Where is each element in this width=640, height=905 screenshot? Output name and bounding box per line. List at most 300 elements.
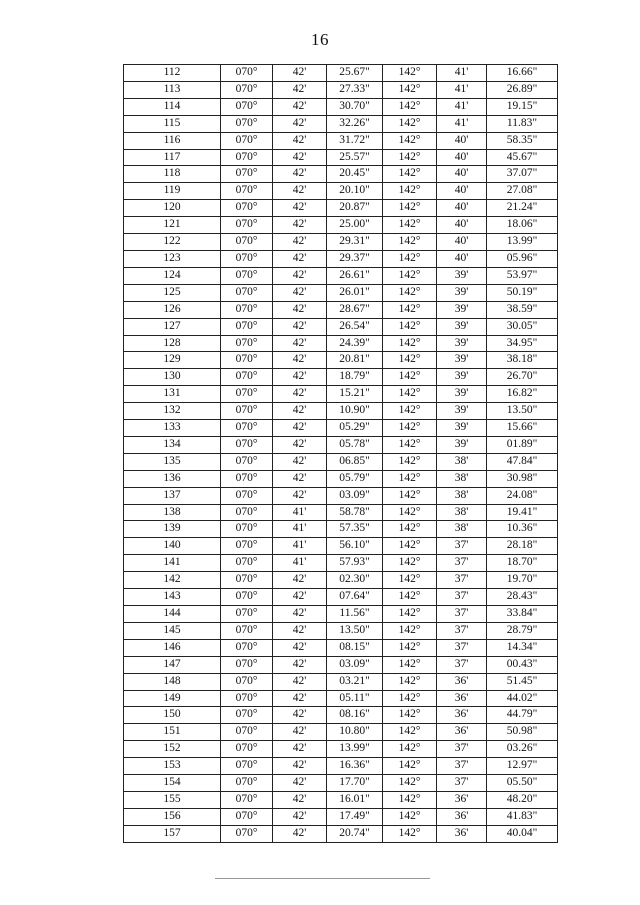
point-number-cell: 155 bbox=[124, 791, 221, 808]
lon-seconds-cell: 34.95" bbox=[487, 335, 558, 352]
lon-degrees-cell: 142° bbox=[383, 115, 437, 132]
table-row bbox=[124, 132, 558, 149]
lat-degrees-cell: 070° bbox=[221, 436, 273, 453]
lon-minutes-cell: 39' bbox=[437, 352, 487, 369]
lat-minutes-cell: 42' bbox=[273, 115, 327, 132]
lat-seconds-cell: 06.85" bbox=[327, 453, 383, 470]
lat-minutes-cell: 41' bbox=[273, 521, 327, 538]
point-number-cell: 137 bbox=[124, 487, 221, 504]
lat-minutes-cell: 42' bbox=[273, 791, 327, 808]
lat-minutes-cell: 42' bbox=[273, 606, 327, 623]
lat-minutes-cell: 42' bbox=[273, 639, 327, 656]
lat-seconds-cell: 03.09" bbox=[327, 656, 383, 673]
lon-minutes-cell: 40' bbox=[437, 132, 487, 149]
lon-minutes-cell: 37' bbox=[437, 639, 487, 656]
lat-minutes-cell: 42' bbox=[273, 284, 327, 301]
table-row bbox=[124, 808, 558, 825]
lat-degrees-cell: 070° bbox=[221, 81, 273, 98]
lon-degrees-cell: 142° bbox=[383, 250, 437, 267]
lon-degrees-cell: 142° bbox=[383, 825, 437, 842]
lat-degrees-cell: 070° bbox=[221, 538, 273, 555]
lon-seconds-cell: 50.98" bbox=[487, 724, 558, 741]
lat-minutes-cell: 42' bbox=[273, 65, 327, 82]
lon-minutes-cell: 41' bbox=[437, 65, 487, 82]
lon-minutes-cell: 37' bbox=[437, 656, 487, 673]
lon-minutes-cell: 37' bbox=[437, 606, 487, 623]
lon-minutes-cell: 36' bbox=[437, 707, 487, 724]
lat-minutes-cell: 42' bbox=[273, 352, 327, 369]
point-number-cell: 134 bbox=[124, 436, 221, 453]
lat-seconds-cell: 30.70" bbox=[327, 98, 383, 115]
table-row bbox=[124, 555, 558, 572]
lon-minutes-cell: 37' bbox=[437, 622, 487, 639]
lon-minutes-cell: 40' bbox=[437, 183, 487, 200]
lon-degrees-cell: 142° bbox=[383, 775, 437, 792]
lat-degrees-cell: 070° bbox=[221, 200, 273, 217]
lat-seconds-cell: 20.81" bbox=[327, 352, 383, 369]
lon-minutes-cell: 40' bbox=[437, 166, 487, 183]
lat-seconds-cell: 16.01" bbox=[327, 791, 383, 808]
table-row bbox=[124, 639, 558, 656]
lon-seconds-cell: 51.45" bbox=[487, 673, 558, 690]
lat-seconds-cell: 31.72" bbox=[327, 132, 383, 149]
lon-seconds-cell: 28.79" bbox=[487, 622, 558, 639]
table-row bbox=[124, 234, 558, 251]
lon-minutes-cell: 39' bbox=[437, 267, 487, 284]
table-row bbox=[124, 707, 558, 724]
lon-degrees-cell: 142° bbox=[383, 267, 437, 284]
lon-degrees-cell: 142° bbox=[383, 403, 437, 420]
lon-minutes-cell: 39' bbox=[437, 403, 487, 420]
lon-minutes-cell: 36' bbox=[437, 791, 487, 808]
lon-seconds-cell: 03.26" bbox=[487, 741, 558, 758]
footer-rule bbox=[215, 878, 430, 879]
lon-degrees-cell: 142° bbox=[383, 487, 437, 504]
lat-seconds-cell: 10.80" bbox=[327, 724, 383, 741]
lat-seconds-cell: 05.79" bbox=[327, 470, 383, 487]
table-row bbox=[124, 369, 558, 386]
lon-degrees-cell: 142° bbox=[383, 690, 437, 707]
table-row bbox=[124, 81, 558, 98]
point-number-cell: 151 bbox=[124, 724, 221, 741]
lat-degrees-cell: 070° bbox=[221, 487, 273, 504]
lat-seconds-cell: 05.11" bbox=[327, 690, 383, 707]
lat-seconds-cell: 08.15" bbox=[327, 639, 383, 656]
lat-degrees-cell: 070° bbox=[221, 318, 273, 335]
table-row bbox=[124, 724, 558, 741]
point-number-cell: 138 bbox=[124, 504, 221, 521]
lat-seconds-cell: 29.37" bbox=[327, 250, 383, 267]
table-row bbox=[124, 284, 558, 301]
lat-seconds-cell: 26.61" bbox=[327, 267, 383, 284]
lat-minutes-cell: 41' bbox=[273, 538, 327, 555]
point-number-cell: 133 bbox=[124, 420, 221, 437]
lat-degrees-cell: 070° bbox=[221, 234, 273, 251]
point-number-cell: 129 bbox=[124, 352, 221, 369]
lon-degrees-cell: 142° bbox=[383, 538, 437, 555]
lat-seconds-cell: 32.26" bbox=[327, 115, 383, 132]
lon-minutes-cell: 39' bbox=[437, 436, 487, 453]
lat-degrees-cell: 070° bbox=[221, 166, 273, 183]
lon-minutes-cell: 37' bbox=[437, 775, 487, 792]
lat-degrees-cell: 070° bbox=[221, 656, 273, 673]
lon-minutes-cell: 36' bbox=[437, 673, 487, 690]
lon-seconds-cell: 05.96" bbox=[487, 250, 558, 267]
point-number-cell: 136 bbox=[124, 470, 221, 487]
lat-degrees-cell: 070° bbox=[221, 572, 273, 589]
lat-minutes-cell: 42' bbox=[273, 267, 327, 284]
lat-minutes-cell: 42' bbox=[273, 386, 327, 403]
lat-minutes-cell: 42' bbox=[273, 403, 327, 420]
lat-degrees-cell: 070° bbox=[221, 250, 273, 267]
lon-seconds-cell: 33.84" bbox=[487, 606, 558, 623]
lat-minutes-cell: 42' bbox=[273, 98, 327, 115]
lon-seconds-cell: 16.82" bbox=[487, 386, 558, 403]
lon-seconds-cell: 30.98" bbox=[487, 470, 558, 487]
lat-seconds-cell: 13.50" bbox=[327, 622, 383, 639]
lon-minutes-cell: 37' bbox=[437, 555, 487, 572]
lat-seconds-cell: 24.39" bbox=[327, 335, 383, 352]
lon-degrees-cell: 142° bbox=[383, 606, 437, 623]
point-number-cell: 141 bbox=[124, 555, 221, 572]
point-number-cell: 145 bbox=[124, 622, 221, 639]
lat-degrees-cell: 070° bbox=[221, 470, 273, 487]
lat-degrees-cell: 070° bbox=[221, 149, 273, 166]
table-row bbox=[124, 470, 558, 487]
lat-degrees-cell: 070° bbox=[221, 606, 273, 623]
lat-seconds-cell: 58.78" bbox=[327, 504, 383, 521]
lon-degrees-cell: 142° bbox=[383, 436, 437, 453]
lat-seconds-cell: 26.01" bbox=[327, 284, 383, 301]
lon-degrees-cell: 142° bbox=[383, 639, 437, 656]
lon-minutes-cell: 37' bbox=[437, 538, 487, 555]
table-row bbox=[124, 250, 558, 267]
table-row bbox=[124, 521, 558, 538]
table-row bbox=[124, 825, 558, 842]
lon-seconds-cell: 53.97" bbox=[487, 267, 558, 284]
lon-degrees-cell: 142° bbox=[383, 622, 437, 639]
lon-seconds-cell: 16.66" bbox=[487, 65, 558, 82]
point-number-cell: 126 bbox=[124, 301, 221, 318]
lat-degrees-cell: 070° bbox=[221, 301, 273, 318]
lat-seconds-cell: 26.54" bbox=[327, 318, 383, 335]
lon-minutes-cell: 40' bbox=[437, 217, 487, 234]
lon-seconds-cell: 47.84" bbox=[487, 453, 558, 470]
point-number-cell: 122 bbox=[124, 234, 221, 251]
lon-minutes-cell: 39' bbox=[437, 318, 487, 335]
lon-minutes-cell: 36' bbox=[437, 724, 487, 741]
lon-minutes-cell: 37' bbox=[437, 741, 487, 758]
point-number-cell: 150 bbox=[124, 707, 221, 724]
lat-degrees-cell: 070° bbox=[221, 639, 273, 656]
lat-minutes-cell: 42' bbox=[273, 758, 327, 775]
table-row bbox=[124, 622, 558, 639]
point-number-cell: 131 bbox=[124, 386, 221, 403]
point-number-cell: 140 bbox=[124, 538, 221, 555]
table-row bbox=[124, 200, 558, 217]
lon-minutes-cell: 37' bbox=[437, 758, 487, 775]
point-number-cell: 113 bbox=[124, 81, 221, 98]
lon-seconds-cell: 12.97" bbox=[487, 758, 558, 775]
lon-degrees-cell: 142° bbox=[383, 758, 437, 775]
lat-minutes-cell: 42' bbox=[273, 724, 327, 741]
lat-seconds-cell: 25.57" bbox=[327, 149, 383, 166]
lat-degrees-cell: 070° bbox=[221, 284, 273, 301]
point-number-cell: 144 bbox=[124, 606, 221, 623]
lon-minutes-cell: 39' bbox=[437, 301, 487, 318]
lon-minutes-cell: 39' bbox=[437, 386, 487, 403]
table-row bbox=[124, 98, 558, 115]
point-number-cell: 117 bbox=[124, 149, 221, 166]
lon-seconds-cell: 44.79" bbox=[487, 707, 558, 724]
lon-degrees-cell: 142° bbox=[383, 301, 437, 318]
lat-degrees-cell: 070° bbox=[221, 352, 273, 369]
lon-degrees-cell: 142° bbox=[383, 369, 437, 386]
point-number-cell: 124 bbox=[124, 267, 221, 284]
lat-minutes-cell: 42' bbox=[273, 200, 327, 217]
lon-minutes-cell: 38' bbox=[437, 521, 487, 538]
lon-minutes-cell: 38' bbox=[437, 453, 487, 470]
lat-seconds-cell: 07.64" bbox=[327, 589, 383, 606]
lon-degrees-cell: 142° bbox=[383, 572, 437, 589]
lon-minutes-cell: 41' bbox=[437, 81, 487, 98]
lat-degrees-cell: 070° bbox=[221, 217, 273, 234]
lat-seconds-cell: 27.33" bbox=[327, 81, 383, 98]
lat-degrees-cell: 070° bbox=[221, 622, 273, 639]
table-row bbox=[124, 572, 558, 589]
lon-degrees-cell: 142° bbox=[383, 81, 437, 98]
lon-seconds-cell: 38.59" bbox=[487, 301, 558, 318]
lat-degrees-cell: 070° bbox=[221, 791, 273, 808]
lon-minutes-cell: 41' bbox=[437, 98, 487, 115]
table-row bbox=[124, 149, 558, 166]
lon-seconds-cell: 01.89" bbox=[487, 436, 558, 453]
lon-degrees-cell: 142° bbox=[383, 521, 437, 538]
lon-degrees-cell: 142° bbox=[383, 166, 437, 183]
lon-seconds-cell: 10.36" bbox=[487, 521, 558, 538]
lon-seconds-cell: 28.18" bbox=[487, 538, 558, 555]
lat-degrees-cell: 070° bbox=[221, 504, 273, 521]
lon-minutes-cell: 36' bbox=[437, 690, 487, 707]
lat-seconds-cell: 05.29" bbox=[327, 420, 383, 437]
table-row bbox=[124, 335, 558, 352]
point-number-cell: 152 bbox=[124, 741, 221, 758]
point-number-cell: 149 bbox=[124, 690, 221, 707]
lat-degrees-cell: 070° bbox=[221, 741, 273, 758]
point-number-cell: 116 bbox=[124, 132, 221, 149]
point-number-cell: 127 bbox=[124, 318, 221, 335]
lon-seconds-cell: 15.66" bbox=[487, 420, 558, 437]
lat-minutes-cell: 42' bbox=[273, 572, 327, 589]
point-number-cell: 130 bbox=[124, 369, 221, 386]
lon-degrees-cell: 142° bbox=[383, 808, 437, 825]
lat-degrees-cell: 070° bbox=[221, 775, 273, 792]
lon-minutes-cell: 38' bbox=[437, 487, 487, 504]
lat-minutes-cell: 42' bbox=[273, 436, 327, 453]
lon-seconds-cell: 40.04" bbox=[487, 825, 558, 842]
point-number-cell: 118 bbox=[124, 166, 221, 183]
lat-seconds-cell: 16.36" bbox=[327, 758, 383, 775]
lon-degrees-cell: 142° bbox=[383, 791, 437, 808]
point-number-cell: 156 bbox=[124, 808, 221, 825]
lon-seconds-cell: 24.08" bbox=[487, 487, 558, 504]
point-number-cell: 114 bbox=[124, 98, 221, 115]
lon-seconds-cell: 30.05" bbox=[487, 318, 558, 335]
lat-degrees-cell: 070° bbox=[221, 808, 273, 825]
lon-seconds-cell: 14.34" bbox=[487, 639, 558, 656]
lat-seconds-cell: 05.78" bbox=[327, 436, 383, 453]
table-row bbox=[124, 386, 558, 403]
lat-degrees-cell: 070° bbox=[221, 115, 273, 132]
lon-degrees-cell: 142° bbox=[383, 673, 437, 690]
lat-seconds-cell: 03.09" bbox=[327, 487, 383, 504]
lat-minutes-cell: 42' bbox=[273, 775, 327, 792]
lat-degrees-cell: 070° bbox=[221, 825, 273, 842]
lat-minutes-cell: 42' bbox=[273, 369, 327, 386]
lat-seconds-cell: 18.79" bbox=[327, 369, 383, 386]
point-number-cell: 139 bbox=[124, 521, 221, 538]
lon-seconds-cell: 45.67" bbox=[487, 149, 558, 166]
lon-degrees-cell: 142° bbox=[383, 200, 437, 217]
lat-seconds-cell: 56.10" bbox=[327, 538, 383, 555]
lon-seconds-cell: 26.89" bbox=[487, 81, 558, 98]
point-number-cell: 112 bbox=[124, 65, 221, 82]
point-number-cell: 121 bbox=[124, 217, 221, 234]
lat-seconds-cell: 20.10" bbox=[327, 183, 383, 200]
lat-minutes-cell: 42' bbox=[273, 166, 327, 183]
lon-degrees-cell: 142° bbox=[383, 183, 437, 200]
lat-seconds-cell: 10.90" bbox=[327, 403, 383, 420]
table-row bbox=[124, 656, 558, 673]
point-number-cell: 143 bbox=[124, 589, 221, 606]
lat-seconds-cell: 29.31" bbox=[327, 234, 383, 251]
lon-seconds-cell: 13.50" bbox=[487, 403, 558, 420]
lat-minutes-cell: 42' bbox=[273, 234, 327, 251]
lat-degrees-cell: 070° bbox=[221, 403, 273, 420]
lat-degrees-cell: 070° bbox=[221, 369, 273, 386]
lon-degrees-cell: 142° bbox=[383, 217, 437, 234]
lat-minutes-cell: 42' bbox=[273, 741, 327, 758]
lat-minutes-cell: 42' bbox=[273, 81, 327, 98]
lon-seconds-cell: 48.20" bbox=[487, 791, 558, 808]
lat-minutes-cell: 42' bbox=[273, 318, 327, 335]
lon-seconds-cell: 18.06" bbox=[487, 217, 558, 234]
lon-degrees-cell: 142° bbox=[383, 335, 437, 352]
lat-minutes-cell: 42' bbox=[273, 453, 327, 470]
point-number-cell: 115 bbox=[124, 115, 221, 132]
table-row bbox=[124, 267, 558, 284]
lat-degrees-cell: 070° bbox=[221, 673, 273, 690]
lat-degrees-cell: 070° bbox=[221, 132, 273, 149]
lon-degrees-cell: 142° bbox=[383, 453, 437, 470]
lat-minutes-cell: 42' bbox=[273, 183, 327, 200]
lon-minutes-cell: 36' bbox=[437, 808, 487, 825]
lat-seconds-cell: 25.00" bbox=[327, 217, 383, 234]
lon-minutes-cell: 38' bbox=[437, 470, 487, 487]
lon-seconds-cell: 58.35" bbox=[487, 132, 558, 149]
lon-minutes-cell: 39' bbox=[437, 335, 487, 352]
table-row bbox=[124, 453, 558, 470]
lon-seconds-cell: 27.08" bbox=[487, 183, 558, 200]
lon-minutes-cell: 39' bbox=[437, 369, 487, 386]
lon-degrees-cell: 142° bbox=[383, 420, 437, 437]
lat-seconds-cell: 20.74" bbox=[327, 825, 383, 842]
lat-seconds-cell: 20.87" bbox=[327, 200, 383, 217]
table-row bbox=[124, 487, 558, 504]
lat-minutes-cell: 42' bbox=[273, 690, 327, 707]
table-row bbox=[124, 589, 558, 606]
lon-minutes-cell: 40' bbox=[437, 200, 487, 217]
point-number-cell: 132 bbox=[124, 403, 221, 420]
lat-minutes-cell: 42' bbox=[273, 487, 327, 504]
lon-seconds-cell: 19.70" bbox=[487, 572, 558, 589]
table-row bbox=[124, 65, 558, 82]
lon-seconds-cell: 19.41" bbox=[487, 504, 558, 521]
point-number-cell: 119 bbox=[124, 183, 221, 200]
point-number-cell: 157 bbox=[124, 825, 221, 842]
lon-degrees-cell: 142° bbox=[383, 132, 437, 149]
table-row bbox=[124, 791, 558, 808]
lon-minutes-cell: 40' bbox=[437, 234, 487, 251]
lat-degrees-cell: 070° bbox=[221, 183, 273, 200]
lon-minutes-cell: 37' bbox=[437, 589, 487, 606]
lon-seconds-cell: 11.83" bbox=[487, 115, 558, 132]
lat-degrees-cell: 070° bbox=[221, 420, 273, 437]
lat-degrees-cell: 070° bbox=[221, 65, 273, 82]
lon-degrees-cell: 142° bbox=[383, 504, 437, 521]
table-row bbox=[124, 758, 558, 775]
coordinates-table-body bbox=[124, 65, 558, 843]
lat-degrees-cell: 070° bbox=[221, 335, 273, 352]
lon-degrees-cell: 142° bbox=[383, 284, 437, 301]
coordinates-table bbox=[123, 64, 558, 843]
lat-minutes-cell: 42' bbox=[273, 132, 327, 149]
lat-degrees-cell: 070° bbox=[221, 453, 273, 470]
lat-minutes-cell: 42' bbox=[273, 217, 327, 234]
lat-minutes-cell: 42' bbox=[273, 622, 327, 639]
lat-degrees-cell: 070° bbox=[221, 758, 273, 775]
table-row bbox=[124, 538, 558, 555]
lon-seconds-cell: 18.70" bbox=[487, 555, 558, 572]
lon-degrees-cell: 142° bbox=[383, 589, 437, 606]
lat-seconds-cell: 15.21" bbox=[327, 386, 383, 403]
lon-degrees-cell: 142° bbox=[383, 234, 437, 251]
lat-seconds-cell: 08.16" bbox=[327, 707, 383, 724]
lat-degrees-cell: 070° bbox=[221, 707, 273, 724]
lon-degrees-cell: 142° bbox=[383, 386, 437, 403]
lat-minutes-cell: 42' bbox=[273, 470, 327, 487]
point-number-cell: 148 bbox=[124, 673, 221, 690]
table-row bbox=[124, 318, 558, 335]
table-row bbox=[124, 183, 558, 200]
point-number-cell: 146 bbox=[124, 639, 221, 656]
lon-degrees-cell: 142° bbox=[383, 656, 437, 673]
lat-degrees-cell: 070° bbox=[221, 521, 273, 538]
lat-seconds-cell: 13.99" bbox=[327, 741, 383, 758]
lon-degrees-cell: 142° bbox=[383, 470, 437, 487]
lon-seconds-cell: 19.15" bbox=[487, 98, 558, 115]
lat-minutes-cell: 42' bbox=[273, 250, 327, 267]
lon-minutes-cell: 39' bbox=[437, 284, 487, 301]
lat-minutes-cell: 42' bbox=[273, 420, 327, 437]
lat-seconds-cell: 17.70" bbox=[327, 775, 383, 792]
point-number-cell: 135 bbox=[124, 453, 221, 470]
table-row bbox=[124, 420, 558, 437]
lat-degrees-cell: 070° bbox=[221, 386, 273, 403]
lat-minutes-cell: 42' bbox=[273, 673, 327, 690]
lat-degrees-cell: 070° bbox=[221, 555, 273, 572]
table-row bbox=[124, 352, 558, 369]
